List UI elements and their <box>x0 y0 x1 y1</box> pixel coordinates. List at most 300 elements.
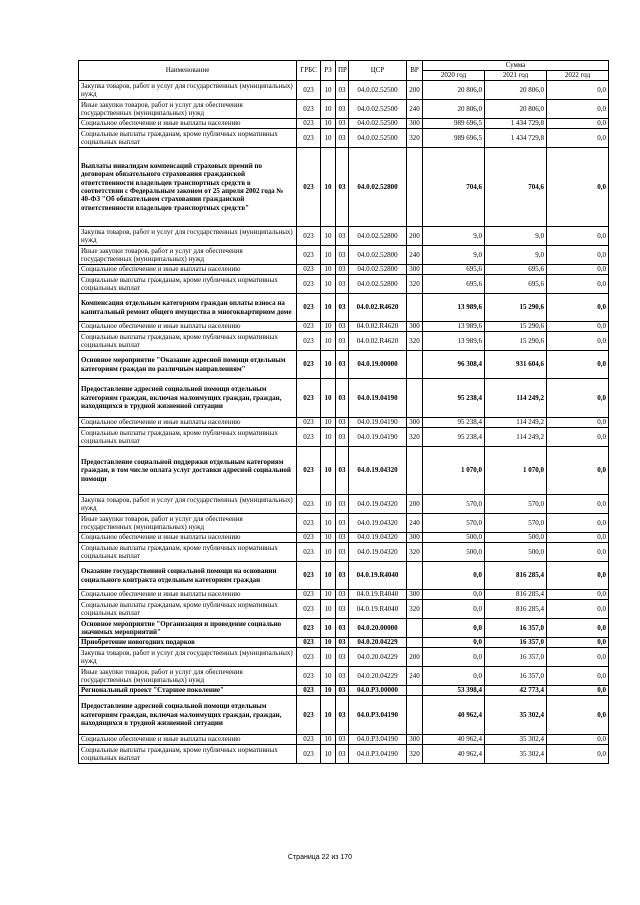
cell-2021: 16 357,0 <box>485 619 547 638</box>
cell-pr: 03 <box>336 379 349 418</box>
cell-2022: 0,0 <box>547 119 609 129</box>
cell-rz: 10 <box>321 735 336 745</box>
cell-name: Закупка товаров, работ и услуг для государственных (муниципальных) нужд <box>79 495 297 514</box>
cell-2021: 570,0 <box>485 495 547 514</box>
cell-vr <box>407 148 423 227</box>
cell-pr: 03 <box>336 696 349 735</box>
cell-2021: 35 302,4 <box>485 745 547 764</box>
cell-vr: 240 <box>407 667 423 686</box>
table-row <box>79 332 609 351</box>
table-row <box>79 562 609 590</box>
cell-rz: 10 <box>321 590 336 600</box>
cell-csr: 04.0.20.04229 <box>349 638 407 648</box>
cell-2020: 40 962,4 <box>423 735 485 745</box>
cell-csr: 04.0.02.52800 <box>349 148 407 227</box>
table-row <box>79 735 609 745</box>
cell-csr: 04.0.19.04190 <box>349 418 407 428</box>
cell-name: Социальные выплаты гражданам, кроме публичных нормативных социальных выплат <box>79 428 297 447</box>
cell-csr: 04.0.20.04229 <box>349 648 407 667</box>
cell-csr: 04.0.02.52500 <box>349 119 407 129</box>
cell-rz: 10 <box>321 322 336 332</box>
cell-2021: 816 285,4 <box>485 562 547 590</box>
cell-2022: 0,0 <box>547 735 609 745</box>
cell-grbs: 023 <box>297 745 321 764</box>
table-row <box>79 294 609 322</box>
cell-name: Социальное обеспечение и иные выплаты населению <box>79 119 297 129</box>
cell-rz: 10 <box>321 119 336 129</box>
cell-vr <box>407 562 423 590</box>
cell-grbs: 023 <box>297 332 321 351</box>
cell-vr <box>407 619 423 638</box>
cell-pr: 03 <box>336 514 349 533</box>
table-row <box>79 81 609 100</box>
cell-vr: 200 <box>407 495 423 514</box>
cell-2022: 0,0 <box>547 379 609 418</box>
cell-2020: 95 238,4 <box>423 418 485 428</box>
cell-csr: 04.0.02.R4620 <box>349 294 407 322</box>
cell-2022: 0,0 <box>547 148 609 227</box>
cell-2022: 0,0 <box>547 562 609 590</box>
cell-vr: 300 <box>407 119 423 129</box>
cell-vr: 200 <box>407 227 423 246</box>
cell-2021: 42 773,4 <box>485 686 547 696</box>
table-row <box>79 418 609 428</box>
cell-pr: 03 <box>336 129 349 148</box>
cell-2021: 15 290,6 <box>485 294 547 322</box>
cell-2020: 0,0 <box>423 619 485 638</box>
cell-rz: 10 <box>321 686 336 696</box>
cell-vr: 320 <box>407 275 423 294</box>
cell-2022: 0,0 <box>547 667 609 686</box>
cell-csr: 04.0.02.52800 <box>349 246 407 265</box>
cell-2020: 13 989,6 <box>423 322 485 332</box>
cell-2022: 0,0 <box>547 590 609 600</box>
cell-grbs: 023 <box>297 351 321 379</box>
cell-rz: 10 <box>321 246 336 265</box>
cell-rz: 10 <box>321 265 336 275</box>
cell-pr: 03 <box>336 332 349 351</box>
cell-2020: 95 238,4 <box>423 379 485 418</box>
table-row <box>79 351 609 379</box>
cell-grbs: 023 <box>297 600 321 619</box>
cell-2021: 114 249,2 <box>485 418 547 428</box>
cell-2021: 20 806,0 <box>485 100 547 119</box>
cell-rz: 10 <box>321 600 336 619</box>
cell-2022: 0,0 <box>547 81 609 100</box>
cell-name: Оказание государственной социальной помощи на основании социального контракта отдельным категориям граждан <box>79 562 297 590</box>
cell-grbs: 023 <box>297 119 321 129</box>
cell-pr: 03 <box>336 533 349 543</box>
cell-2022: 0,0 <box>547 495 609 514</box>
cell-name: Иные закупки товаров, работ и услуг для обеспечения государственных (муниципальных) нужд <box>79 246 297 265</box>
cell-2020: 20 806,0 <box>423 100 485 119</box>
cell-rz: 10 <box>321 638 336 648</box>
cell-name: Социальное обеспечение и иные выплаты населению <box>79 590 297 600</box>
cell-2021: 570,0 <box>485 514 547 533</box>
cell-vr: 300 <box>407 735 423 745</box>
cell-pr: 03 <box>336 428 349 447</box>
cell-csr: 04.0.19.R4040 <box>349 590 407 600</box>
cell-2022: 0,0 <box>547 100 609 119</box>
cell-rz: 10 <box>321 81 336 100</box>
cell-grbs: 023 <box>297 294 321 322</box>
table-row <box>79 495 609 514</box>
header-rz: РЗ <box>321 61 336 81</box>
cell-name: Предоставление адресной социальной помощи отдельным категориям граждан, включая малоимущих граждан, граждан, находящихся в трудной жизненной ситуации <box>79 379 297 418</box>
header-csr: ЦСР <box>349 61 407 81</box>
cell-rz: 10 <box>321 667 336 686</box>
cell-2022: 0,0 <box>547 332 609 351</box>
cell-name: Предоставление адресной социальной помощи отдельным категориям граждан, включая малоимущих граждан, граждан, находящихся в трудной жизненной ситуации <box>79 696 297 735</box>
cell-2022: 0,0 <box>547 265 609 275</box>
cell-rz: 10 <box>321 148 336 227</box>
cell-2020: 40 962,4 <box>423 696 485 735</box>
cell-2022: 0,0 <box>547 638 609 648</box>
cell-pr: 03 <box>336 246 349 265</box>
cell-name: Региональный проект "Старшее поколение" <box>79 686 297 696</box>
table-row <box>79 667 609 686</box>
cell-2021: 16 357,0 <box>485 648 547 667</box>
cell-name: Социальные выплаты гражданам, кроме публичных нормативных социальных выплат <box>79 275 297 294</box>
cell-pr: 03 <box>336 745 349 764</box>
cell-2022: 0,0 <box>547 696 609 735</box>
table-row <box>79 590 609 600</box>
cell-2020: 0,0 <box>423 667 485 686</box>
cell-rz: 10 <box>321 696 336 735</box>
cell-pr: 03 <box>336 543 349 562</box>
cell-2021: 695,6 <box>485 275 547 294</box>
cell-2020: 95 238,4 <box>423 428 485 447</box>
cell-pr: 03 <box>336 81 349 100</box>
cell-2020: 500,0 <box>423 533 485 543</box>
cell-vr <box>407 379 423 418</box>
header-name: Наименование <box>79 61 297 81</box>
cell-name: Социальные выплаты гражданам, кроме публичных нормативных социальных выплат <box>79 600 297 619</box>
cell-name: Иные закупки товаров, работ и услуг для обеспечения государственных (муниципальных) нужд <box>79 667 297 686</box>
cell-2020: 13 989,6 <box>423 332 485 351</box>
cell-csr: 04.0.P3.04190 <box>349 735 407 745</box>
cell-name: Предоставление социальной поддержки отдельным категориям граждан, в том числе оплата услуг доставки адресной социальной помощи <box>79 447 297 495</box>
cell-vr <box>407 686 423 696</box>
cell-2022: 0,0 <box>547 619 609 638</box>
cell-2022: 0,0 <box>547 447 609 495</box>
cell-pr: 03 <box>336 418 349 428</box>
header-year-2020: 2020 год <box>423 71 485 81</box>
cell-name: Социальные выплаты гражданам, кроме публичных нормативных социальных выплат <box>79 745 297 764</box>
table-row <box>79 129 609 148</box>
cell-grbs: 023 <box>297 227 321 246</box>
table-row <box>79 686 609 696</box>
cell-2022: 0,0 <box>547 246 609 265</box>
cell-rz: 10 <box>321 543 336 562</box>
cell-pr: 03 <box>336 735 349 745</box>
header-sum: Сумма <box>423 61 609 71</box>
cell-2021: 704,6 <box>485 148 547 227</box>
cell-csr: 04.0.P3.00000 <box>349 686 407 696</box>
cell-2022: 0,0 <box>547 418 609 428</box>
cell-vr <box>407 638 423 648</box>
cell-vr: 320 <box>407 428 423 447</box>
cell-2020: 9,0 <box>423 227 485 246</box>
cell-2022: 0,0 <box>547 322 609 332</box>
cell-2020: 0,0 <box>423 562 485 590</box>
cell-2021: 35 302,4 <box>485 696 547 735</box>
cell-grbs: 023 <box>297 100 321 119</box>
cell-grbs: 023 <box>297 590 321 600</box>
table-row <box>79 745 609 764</box>
cell-vr: 320 <box>407 332 423 351</box>
cell-vr: 320 <box>407 745 423 764</box>
table-row <box>79 148 609 227</box>
cell-csr: 04.0.19.04320 <box>349 447 407 495</box>
cell-vr: 300 <box>407 590 423 600</box>
table-header <box>79 61 609 81</box>
cell-2020: 0,0 <box>423 590 485 600</box>
page-footer: Страница 22 из 170 <box>287 854 353 861</box>
table-row <box>79 265 609 275</box>
cell-grbs: 023 <box>297 129 321 148</box>
cell-name: Социальные выплаты гражданам, кроме публичных нормативных социальных выплат <box>79 332 297 351</box>
cell-pr: 03 <box>336 600 349 619</box>
cell-csr: 04.0.02.R4620 <box>349 322 407 332</box>
cell-name: Социальные выплаты гражданам, кроме публичных нормативных социальных выплат <box>79 129 297 148</box>
cell-2021: 16 357,0 <box>485 667 547 686</box>
cell-pr: 03 <box>336 667 349 686</box>
cell-vr: 240 <box>407 246 423 265</box>
table-row <box>79 100 609 119</box>
cell-rz: 10 <box>321 294 336 322</box>
cell-csr: 04.0.02.52500 <box>349 81 407 100</box>
cell-csr: 04.0.P3.04190 <box>349 745 407 764</box>
cell-csr: 04.0.02.52500 <box>349 129 407 148</box>
cell-rz: 10 <box>321 495 336 514</box>
cell-vr: 320 <box>407 600 423 619</box>
cell-name: Компенсация отдельным категориям граждан оплаты взноса на капитальный ремонт общего имущества в многоквартирном доме <box>79 294 297 322</box>
cell-name: Социальное обеспечение и иные выплаты населению <box>79 533 297 543</box>
table-row <box>79 543 609 562</box>
cell-vr: 300 <box>407 533 423 543</box>
cell-2020: 704,6 <box>423 148 485 227</box>
cell-pr: 03 <box>336 562 349 590</box>
cell-name: Основное мероприятие "Оказание адресной помощи отдельным категориям граждан по различным направлениям" <box>79 351 297 379</box>
cell-csr: 04.0.20.04229 <box>349 667 407 686</box>
cell-2021: 15 290,6 <box>485 332 547 351</box>
cell-grbs: 023 <box>297 619 321 638</box>
cell-2021: 35 302,4 <box>485 735 547 745</box>
cell-2022: 0,0 <box>547 543 609 562</box>
cell-2021: 114 249,2 <box>485 428 547 447</box>
table-row <box>79 428 609 447</box>
cell-grbs: 023 <box>297 514 321 533</box>
cell-name: Закупка товаров, работ и услуг для государственных (муниципальных) нужд <box>79 648 297 667</box>
cell-csr: 04.0.02.52800 <box>349 227 407 246</box>
header-pr: ПР <box>336 61 349 81</box>
budget-table <box>78 60 609 764</box>
cell-vr: 300 <box>407 418 423 428</box>
table-row <box>79 322 609 332</box>
cell-name: Социальные выплаты гражданам, кроме публичных нормативных социальных выплат <box>79 543 297 562</box>
cell-csr: 04.0.19.04190 <box>349 379 407 418</box>
cell-grbs: 023 <box>297 648 321 667</box>
cell-2022: 0,0 <box>547 428 609 447</box>
table-row <box>79 533 609 543</box>
cell-2022: 0,0 <box>547 745 609 764</box>
cell-2020: 53 398,4 <box>423 686 485 696</box>
cell-2020: 570,0 <box>423 495 485 514</box>
cell-vr: 200 <box>407 648 423 667</box>
cell-2020: 695,6 <box>423 265 485 275</box>
cell-2021: 500,0 <box>485 533 547 543</box>
cell-2021: 931 604,6 <box>485 351 547 379</box>
table-row <box>79 514 609 533</box>
cell-2020: 0,0 <box>423 600 485 619</box>
cell-rz: 10 <box>321 332 336 351</box>
cell-pr: 03 <box>336 322 349 332</box>
cell-vr <box>407 294 423 322</box>
cell-pr: 03 <box>336 227 349 246</box>
cell-pr: 03 <box>336 351 349 379</box>
header-year-2022: 2022 год <box>547 71 609 81</box>
cell-2022: 0,0 <box>547 600 609 619</box>
cell-grbs: 023 <box>297 696 321 735</box>
cell-pr: 03 <box>336 686 349 696</box>
cell-csr: 04.0.20.00000 <box>349 619 407 638</box>
cell-rz: 10 <box>321 418 336 428</box>
cell-vr <box>407 447 423 495</box>
cell-vr: 240 <box>407 514 423 533</box>
cell-pr: 03 <box>336 119 349 129</box>
cell-grbs: 023 <box>297 322 321 332</box>
header-vr: ВР <box>407 61 423 81</box>
cell-pr: 03 <box>336 648 349 667</box>
cell-rz: 10 <box>321 745 336 764</box>
cell-csr: 04.0.02.52800 <box>349 275 407 294</box>
cell-grbs: 023 <box>297 81 321 100</box>
cell-csr: 04.0.19.04190 <box>349 428 407 447</box>
cell-2020: 0,0 <box>423 648 485 667</box>
cell-pr: 03 <box>336 265 349 275</box>
table-row <box>79 447 609 495</box>
cell-2021: 1 434 729,8 <box>485 129 547 148</box>
cell-2020: 0,0 <box>423 638 485 648</box>
cell-name: Социальное обеспечение и иные выплаты населению <box>79 735 297 745</box>
cell-2021: 1 434 729,8 <box>485 119 547 129</box>
cell-2021: 695,6 <box>485 265 547 275</box>
cell-name: Закупка товаров, работ и услуг для государственных (муниципальных) нужд <box>79 227 297 246</box>
cell-pr: 03 <box>336 447 349 495</box>
cell-pr: 03 <box>336 619 349 638</box>
cell-name: Социальное обеспечение и иные выплаты населению <box>79 322 297 332</box>
cell-name: Закупка товаров, работ и услуг для государственных (муниципальных) нужд <box>79 81 297 100</box>
cell-2020: 1 070,0 <box>423 447 485 495</box>
cell-pr: 03 <box>336 100 349 119</box>
cell-rz: 10 <box>321 619 336 638</box>
cell-2020: 570,0 <box>423 514 485 533</box>
cell-2022: 0,0 <box>547 514 609 533</box>
cell-rz: 10 <box>321 533 336 543</box>
cell-name: Основное мероприятие "Организация и проведение социально значимых мероприятий" <box>79 619 297 638</box>
cell-rz: 10 <box>321 275 336 294</box>
cell-rz: 10 <box>321 514 336 533</box>
cell-2021: 114 249,2 <box>485 379 547 418</box>
cell-2020: 13 989,6 <box>423 294 485 322</box>
cell-grbs: 023 <box>297 562 321 590</box>
table-body <box>79 81 609 764</box>
cell-2020: 9,0 <box>423 246 485 265</box>
cell-2020: 989 696,5 <box>423 129 485 148</box>
table-row <box>79 379 609 418</box>
header-year-2021: 2021 год <box>485 71 547 81</box>
cell-name: Иные закупки товаров, работ и услуг для обеспечения государственных (муниципальных) нужд <box>79 100 297 119</box>
table-row <box>79 648 609 667</box>
cell-vr: 240 <box>407 100 423 119</box>
cell-grbs: 023 <box>297 148 321 227</box>
cell-2020: 500,0 <box>423 543 485 562</box>
table-row <box>79 638 609 648</box>
cell-2022: 0,0 <box>547 129 609 148</box>
cell-2020: 20 806,0 <box>423 81 485 100</box>
cell-grbs: 023 <box>297 265 321 275</box>
cell-pr: 03 <box>336 495 349 514</box>
cell-grbs: 023 <box>297 686 321 696</box>
cell-2020: 96 308,4 <box>423 351 485 379</box>
cell-csr: 04.0.02.R4620 <box>349 332 407 351</box>
cell-vr: 300 <box>407 322 423 332</box>
cell-2022: 0,0 <box>547 275 609 294</box>
cell-rz: 10 <box>321 129 336 148</box>
cell-pr: 03 <box>336 148 349 227</box>
cell-csr: 04.0.19.04320 <box>349 533 407 543</box>
cell-vr: 300 <box>407 265 423 275</box>
cell-2022: 0,0 <box>547 227 609 246</box>
cell-grbs: 023 <box>297 447 321 495</box>
cell-grbs: 023 <box>297 638 321 648</box>
cell-vr <box>407 351 423 379</box>
cell-vr: 200 <box>407 81 423 100</box>
cell-2022: 0,0 <box>547 351 609 379</box>
cell-rz: 10 <box>321 227 336 246</box>
table-row <box>79 696 609 735</box>
cell-2020: 40 962,4 <box>423 745 485 764</box>
cell-name: Приобретение новогодних подарков <box>79 638 297 648</box>
cell-2021: 9,0 <box>485 246 547 265</box>
cell-vr: 320 <box>407 129 423 148</box>
cell-csr: 04.0.19.00000 <box>349 351 407 379</box>
cell-grbs: 023 <box>297 379 321 418</box>
cell-name: Социальное обеспечение и иные выплаты населению <box>79 418 297 428</box>
cell-rz: 10 <box>321 447 336 495</box>
cell-2021: 500,0 <box>485 543 547 562</box>
cell-2021: 16 357,0 <box>485 638 547 648</box>
cell-2022: 0,0 <box>547 648 609 667</box>
cell-2021: 816 285,4 <box>485 600 547 619</box>
cell-2021: 9,0 <box>485 227 547 246</box>
cell-2021: 20 806,0 <box>485 81 547 100</box>
cell-2022: 0,0 <box>547 294 609 322</box>
cell-name: Социальное обеспечение и иные выплаты населению <box>79 265 297 275</box>
cell-csr: 04.0.02.52800 <box>349 265 407 275</box>
table-row <box>79 227 609 246</box>
cell-pr: 03 <box>336 275 349 294</box>
cell-2022: 0,0 <box>547 686 609 696</box>
table-row <box>79 619 609 638</box>
table-row <box>79 600 609 619</box>
cell-csr: 04.0.19.04320 <box>349 514 407 533</box>
cell-grbs: 023 <box>297 418 321 428</box>
cell-grbs: 023 <box>297 495 321 514</box>
cell-2020: 695,6 <box>423 275 485 294</box>
cell-csr: 04.0.19.04320 <box>349 495 407 514</box>
